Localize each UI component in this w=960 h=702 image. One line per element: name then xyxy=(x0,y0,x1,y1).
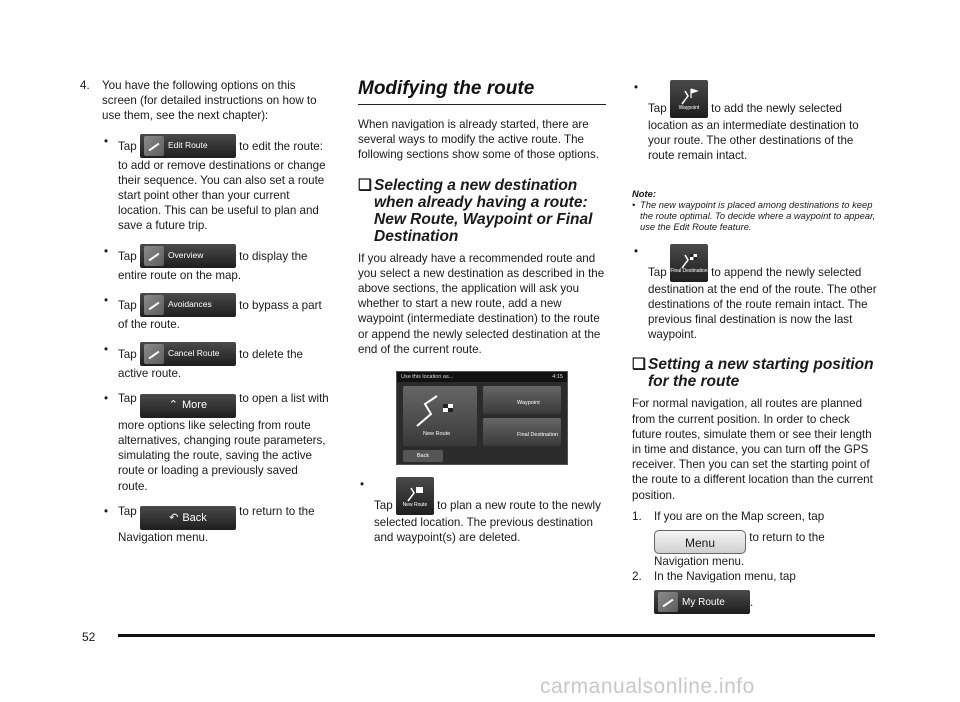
back-button[interactable]: ↶ Back xyxy=(140,506,236,530)
note-block: Note: • The new waypoint is placed among destinations to keep the route optimal. To decide where a waypoint to appear, use the Edit Route feature. xyxy=(632,188,880,232)
bullet-final-destination: • Tap Final Destination to append the newly selected destination at the end of the route. The other destinations of the route remain intact. The previous final destination is now the last waypoint. xyxy=(634,244,877,342)
step-1: 1. If you are on the Map screen, tap Menu to return to the Navigation menu. xyxy=(632,509,825,569)
avoidances-button[interactable]: Avoidances xyxy=(140,293,236,317)
starting-position-body: For normal navigation, all routes are planned from the current position. In order to check future routes, simulate them or see their length in time and distance, you can turn off the GPS receiver. Then you can set the starting point of the route to a different location than the current position. xyxy=(632,397,873,502)
bullet-new-route: • Tap New Route to plan a new route to the newly selected location. The previous destination and waypoint(s) are deleted. xyxy=(360,478,601,545)
step-2: 2. In the Navigation menu, tap My Route . xyxy=(632,569,880,614)
back-arrow-icon: ↶ xyxy=(169,511,179,524)
footer-rule xyxy=(118,634,875,637)
watermark: carmanualsonline.info xyxy=(540,675,755,698)
item-number: 4. xyxy=(80,79,90,92)
use-location-screenshot xyxy=(396,371,568,465)
overview-button[interactable]: Overview xyxy=(140,244,236,268)
bullet-overview: • Tap Overview to display the entire route on the map. xyxy=(104,244,308,282)
right-column xyxy=(632,80,880,614)
section-heading-new-destination: ❑ Selecting a new destination when already having a route: New Route, Waypoint or Final Destination xyxy=(358,176,593,245)
edit-route-icon xyxy=(144,136,164,156)
middle-column xyxy=(358,78,606,545)
left-column xyxy=(80,78,330,546)
option-intro xyxy=(80,78,330,124)
bullet-edit-route: • Tap Edit Route to edit the route: to add or remove destinations or change their sequence. You can also set a route start point other than your current location. This can be useful to plan and save a future trip. xyxy=(104,134,326,233)
bullet-cancel-route: • Tap Cancel Route to delete the active route. xyxy=(104,343,303,381)
cancel-route-button[interactable]: Cancel Route xyxy=(140,342,236,366)
screenshot-back-button[interactable]: Back xyxy=(403,450,443,462)
bullet-waypoint: • Tap Waypoint to add the newly selected location as an intermediate destination to your route. The other destinations of the route remain intact. xyxy=(634,81,859,163)
intro-text: You have the following options on this screen (for detailed instructions on how to use them, see the next chapter): xyxy=(102,79,317,123)
note-title: Note: xyxy=(632,187,656,199)
cancel-route-icon xyxy=(144,344,164,364)
more-button[interactable]: ⌃ More xyxy=(140,394,236,418)
checkbox-icon: ❑ xyxy=(632,356,646,374)
my-route-icon xyxy=(658,592,678,612)
waypoint-button[interactable]: Waypoint xyxy=(670,80,708,118)
intro-paragraph: When navigation is already started, there are several ways to modify the active route. The following sections show some of those options. xyxy=(358,118,600,162)
edit-route-button[interactable]: Edit Route xyxy=(140,134,236,158)
chevron-up-icon: ⌃ xyxy=(168,399,179,412)
overview-icon xyxy=(144,246,164,266)
new-route-tile[interactable]: New Route xyxy=(403,386,477,446)
bullet-more: • Tap ⌃ More to open a list with more options like selecting from route alternatives, changing route parameters, simulating the route, saving the active route or loading a previously saved route. xyxy=(104,392,329,493)
checkbox-icon: ❑ xyxy=(358,176,372,194)
my-route-button[interactable]: My Route xyxy=(654,590,750,614)
screenshot-clock: 4:15 xyxy=(552,374,563,381)
bullet-back: • Tap ↶ Back to return to the Navigation menu. xyxy=(104,504,315,545)
avoidances-icon xyxy=(144,295,164,315)
screenshot-header: Use this location as... xyxy=(401,374,454,381)
final-destination-tile[interactable]: Final Destination xyxy=(483,418,561,446)
menu-button[interactable]: Menu xyxy=(654,530,746,554)
note-text: The new waypoint is placed among destinations to keep the route optimal. To decide where a waypoint to appear, use the Edit Route feature. xyxy=(640,198,876,232)
bullet-avoidances: • Tap Avoidances to bypass a part of the route. xyxy=(104,293,322,331)
page-title: Modifying the route xyxy=(358,78,606,105)
final-destination-button[interactable]: Final Destination xyxy=(670,244,708,282)
page-number: 52 xyxy=(82,630,96,644)
section-body: If you already have a recommended route and you select a new destination as described in the above sections, the application will ask you whether to start a new route, add a new waypoint (intermediate destination) to the route or append the newly selected destination at the end of the current route. xyxy=(358,251,605,356)
waypoint-tile[interactable]: Waypoint xyxy=(483,386,561,414)
new-route-button[interactable]: New Route xyxy=(396,477,434,515)
section-heading-starting-position: ❑ Setting a new starting position for the route xyxy=(632,356,874,391)
